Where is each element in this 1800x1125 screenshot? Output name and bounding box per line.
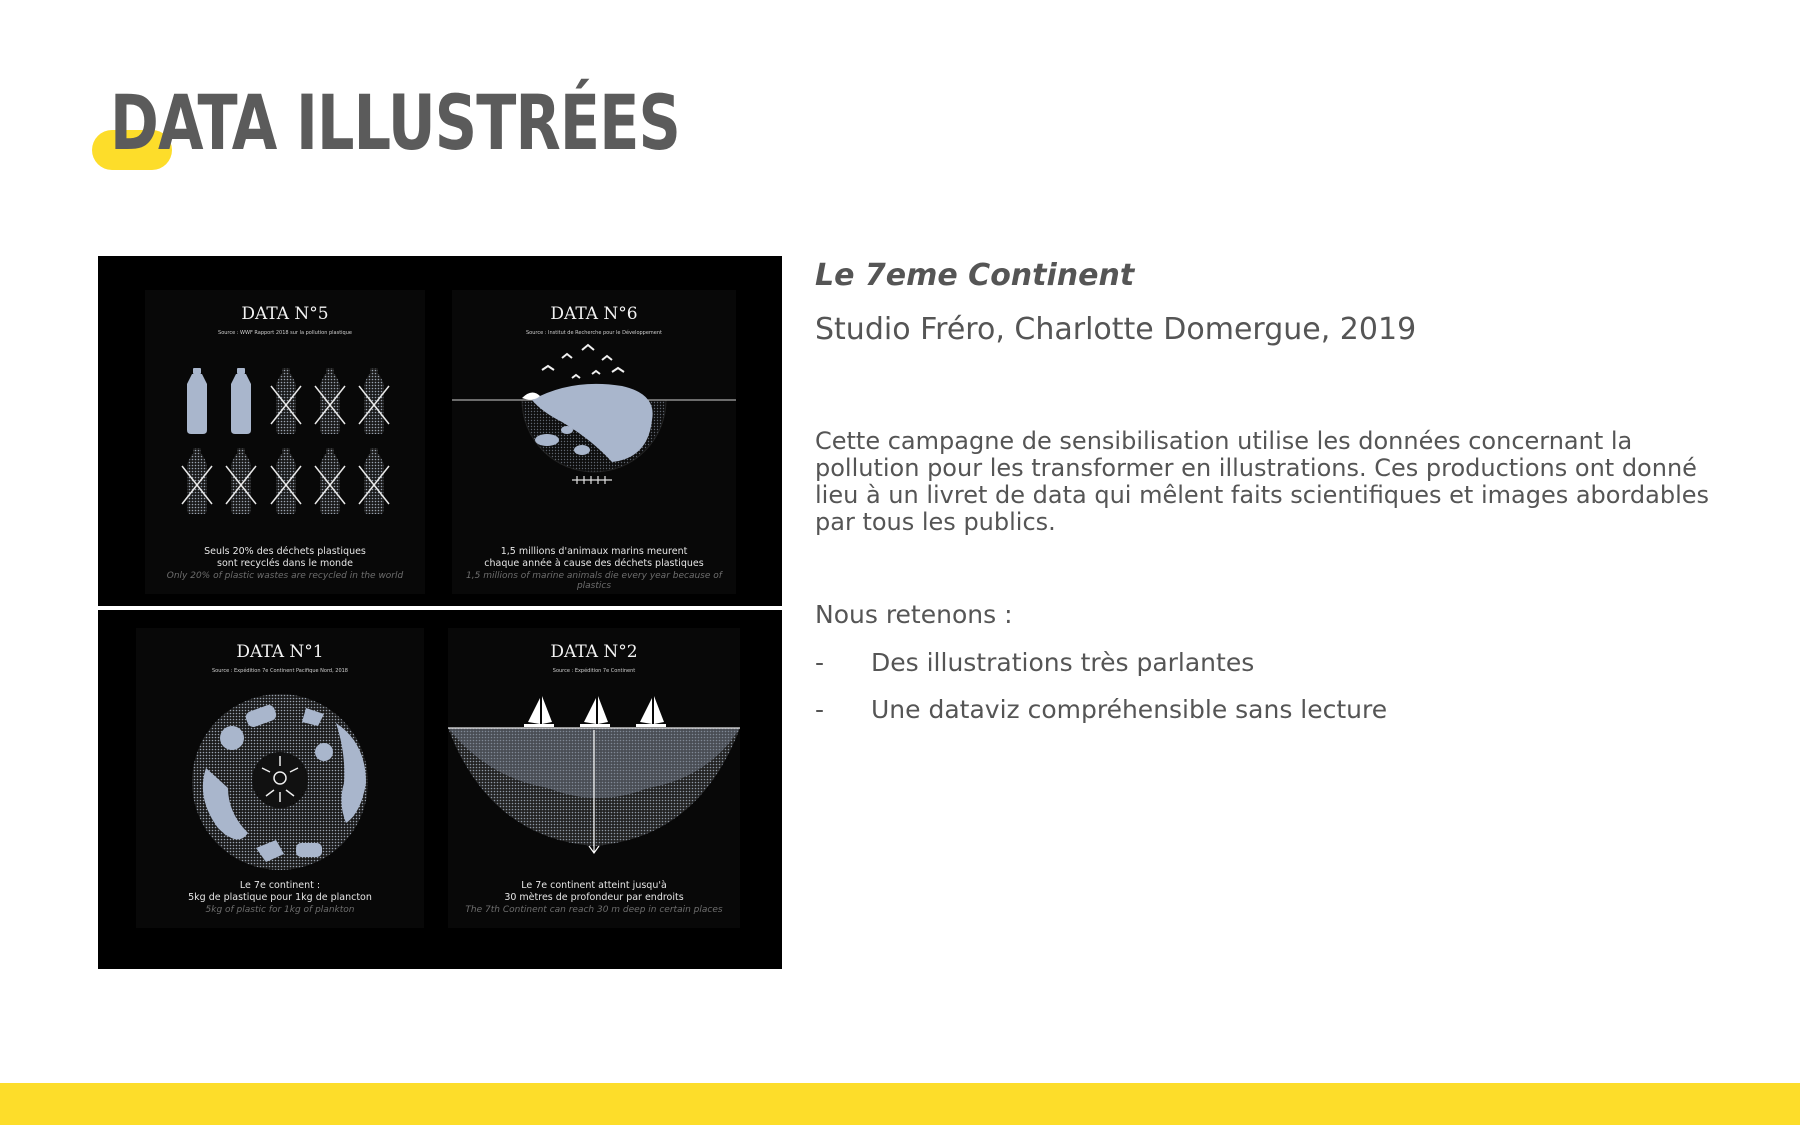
footer-bar	[0, 1083, 1800, 1125]
takeaway-text: Des illustrations très parlantes	[871, 648, 1255, 677]
work-title: Le 7eme Continent	[815, 258, 1135, 293]
card-caption-fr-1: Le 7e continent atteint jusqu'à	[521, 880, 667, 891]
card-data-5	[145, 290, 425, 594]
page-header	[92, 78, 692, 178]
card-caption-en: The 7th Continent can reach 30 m deep in certain places	[465, 905, 723, 915]
card-source: Source : Expédition 7e Continent	[552, 668, 636, 674]
card-caption-fr-2: chaque année à cause des déchets plastiques	[484, 558, 704, 569]
card-caption-en: 5kg of plastic for 1kg of plankton	[205, 905, 355, 915]
card-data-6	[452, 290, 736, 594]
card-caption-fr-2: 30 mètres de profondeur par endroits	[504, 892, 684, 903]
card-caption-fr-2: sont recyclés dans le monde	[217, 558, 353, 569]
card-source: Source : WWF Rapport 2018 sur la pollution plastique	[218, 330, 352, 336]
card-source: Source : Expédition 7e Continent Pacifique Nord, 2018	[211, 668, 348, 674]
card-caption-fr-1: Seuls 20% des déchets plastiques	[204, 546, 366, 557]
card-source: Source : Institut de Recherche pour le Développement	[525, 330, 662, 336]
card-title: DATA N°2	[550, 642, 638, 662]
card-title: DATA N°5	[241, 304, 329, 324]
bullet-dash: -	[815, 695, 825, 724]
card-title: DATA N°6	[550, 304, 638, 324]
bullet-dash: -	[815, 648, 825, 677]
artwork-image	[98, 256, 782, 969]
card-data-1	[136, 628, 424, 928]
panel-separator	[98, 606, 782, 610]
work-description: Cette campagne de sensibilisation utilise les données concernant la pollution pour les transformer en illustrations. Ces productions ont donné lieu à un livret de data qui mêlent faits scientifiques et images abordables par tous les publics.	[815, 427, 1710, 536]
page-title: DATA ILLUSTRÉES	[110, 78, 681, 167]
card-data-2	[448, 628, 740, 928]
card-caption-fr-1: 1,5 millions d'animaux marins meurent	[500, 546, 688, 557]
card-caption-fr-1: Le 7e continent :	[239, 880, 321, 891]
takeaway-text: Une dataviz compréhensible sans lecture	[871, 695, 1388, 724]
card-caption-en: Only 20% of plastic wastes are recycled in the world	[166, 571, 404, 581]
card-caption-en: 1,5 millions of marine animals die every year because of plastics	[466, 571, 722, 591]
takeaways-heading: Nous retenons :	[815, 600, 1013, 629]
card-title: DATA N°1	[236, 642, 324, 662]
work-credit: Studio Fréro, Charlotte Domergue, 2019	[815, 312, 1417, 347]
card-caption-fr-2: 5kg de plastique pour 1kg de plancton	[188, 892, 372, 903]
